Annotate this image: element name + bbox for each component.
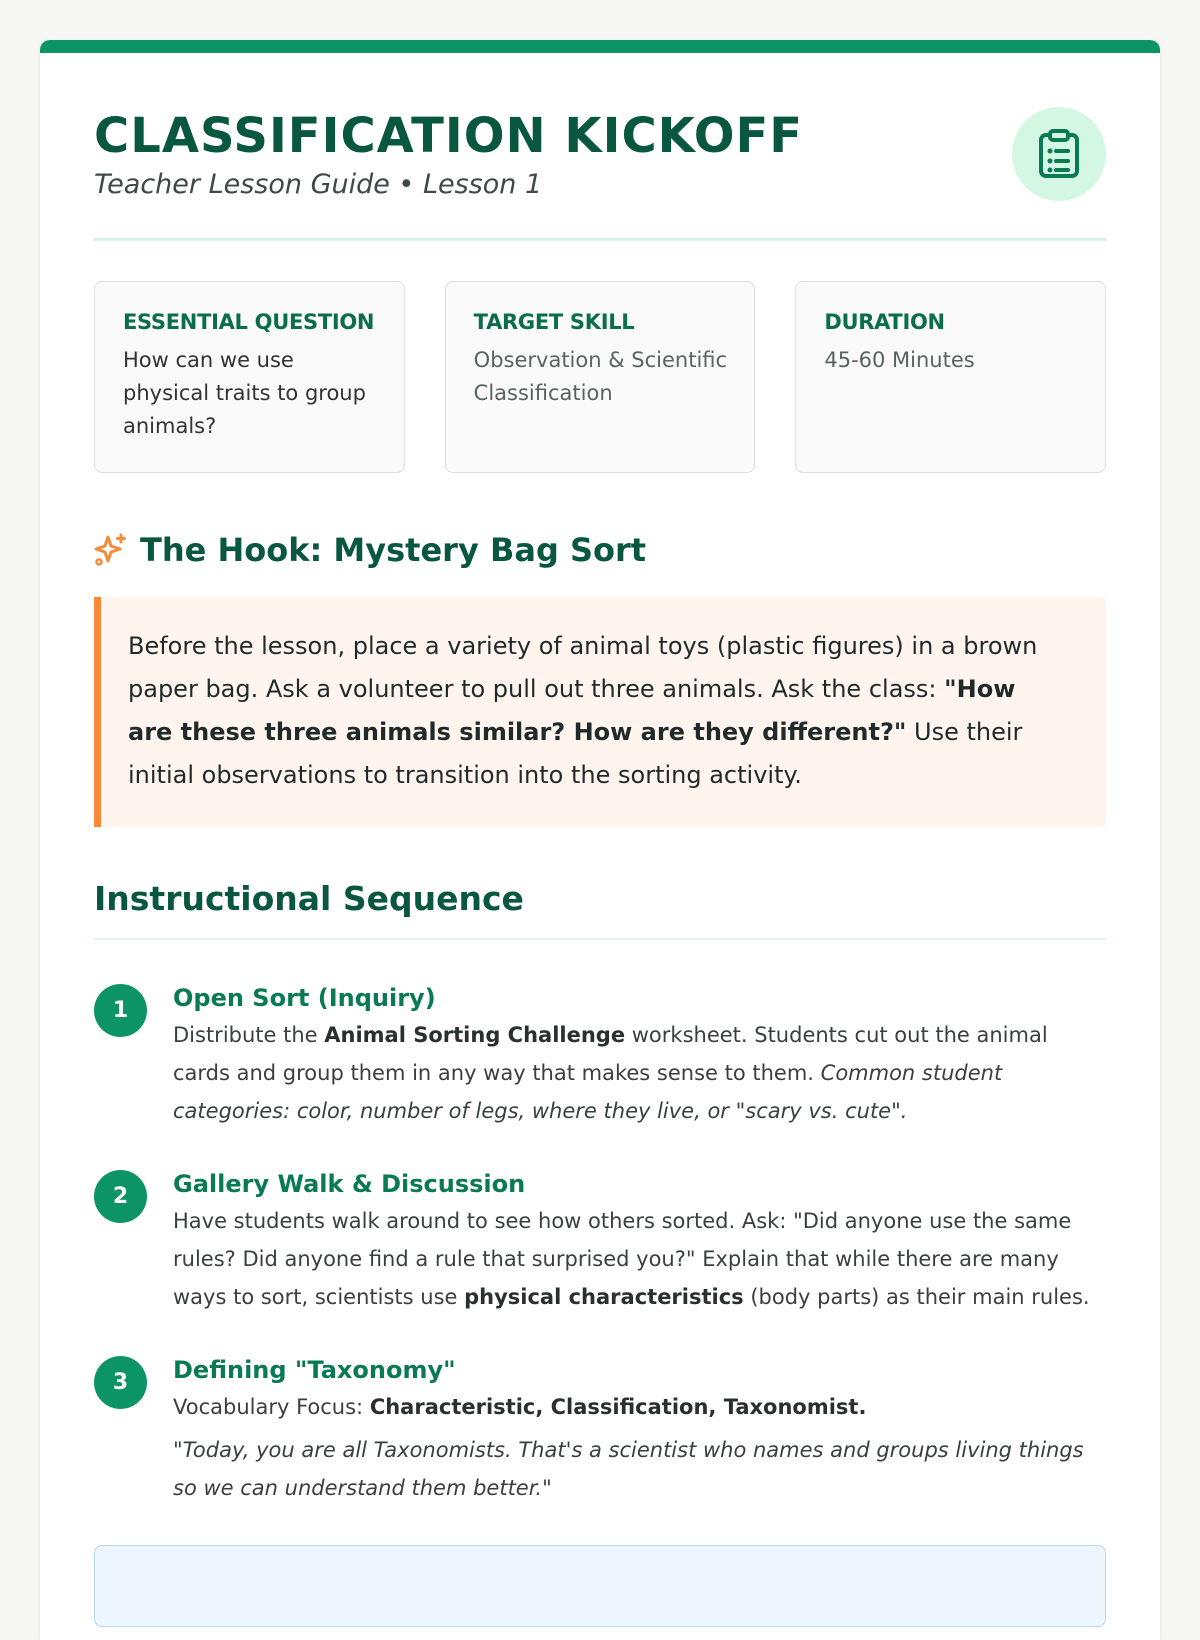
instruction-steps [94, 982, 1106, 1507]
step-heading: Gallery Walk & Discussion [173, 1170, 526, 1198]
target-skill-card [445, 281, 756, 473]
info-card-label: ESSENTIAL QUESTION [123, 310, 375, 334]
step-number: 3 [94, 1356, 147, 1409]
page-subtitle: Teacher Lesson Guide • Lesson 1 [94, 169, 543, 200]
step-number: 2 [94, 1170, 147, 1223]
step-text: Vocabulary Focus: [173, 1395, 370, 1419]
info-note-box [94, 1545, 1106, 1627]
step-text: Distribute the [173, 1023, 325, 1047]
clipboard-icon [1037, 129, 1081, 179]
hook-heading [94, 527, 1106, 573]
lesson-info-row [94, 281, 1106, 473]
clipboard-badge [1012, 107, 1106, 201]
step-description [173, 1388, 1106, 1426]
sequence-title: Instructional Sequence [94, 879, 1106, 940]
sparkle-icon [94, 533, 128, 567]
hook-text-before: Before the lesson, place a variety of animal toys (plastic figures) in a brown paper bag. Ask a volunteer to pull out three animals. Ask the class: [128, 632, 1038, 703]
step-number: 1 [94, 984, 147, 1037]
hook-title: The Hook: Mystery Bag Sort [140, 531, 647, 569]
top-accent-bar [40, 40, 1160, 53]
step-bold-text: Animal Sorting Challenge [324, 1023, 626, 1047]
step-heading: Defining "Taxonomy" [173, 1356, 456, 1384]
lesson-card [40, 40, 1160, 1640]
step-item [94, 1354, 1106, 1507]
step-text: worksheet. Students cut out the animal cards and group them in any way that makes sense to them. [173, 1023, 1048, 1085]
step-bold-text: physical characteristics [464, 1285, 744, 1309]
lesson-header [94, 53, 1106, 241]
info-card-value: 45-60 Minutes [824, 348, 975, 372]
hook-callout [94, 597, 1106, 827]
info-card-value: How can we use physical traits to group animals? [123, 348, 366, 438]
page-title: CLASSIFICATION KICKOFF [94, 108, 804, 164]
info-card-label: TARGET SKILL [473, 310, 635, 334]
step-heading: Open Sort (Inquiry) [173, 984, 436, 1012]
teacher-quote: "Today, you are all Taxonomists. That's a scientist who names and groups living things so we can understand them better." [173, 1438, 1084, 1500]
step-italic-text: Common student categories: color, number of legs, where they live, or "scary vs. cute". [173, 1061, 1003, 1123]
step-description [173, 1016, 1106, 1130]
step-description [173, 1202, 1106, 1316]
info-card-label: DURATION [824, 310, 945, 334]
step-text: Have students walk around to see how others sorted. Ask: "Did anyone use the same rules? Did anyone find a rule that surprised you?" Explain that while there are many ways to sort, scientists use [173, 1209, 1072, 1309]
hook-question: "How are these three animals similar? How are they different?" [128, 675, 1016, 746]
duration-card [795, 281, 1106, 473]
step-text: (body parts) as their main rules. [743, 1285, 1090, 1309]
step-item [94, 982, 1106, 1130]
step-item [94, 1168, 1106, 1316]
hook-text-after: Use their initial observations to transition into the sorting activity. [128, 718, 1023, 789]
info-card-value: Observation & Scientific Classification [473, 348, 728, 405]
essential-question-card [94, 281, 405, 473]
step-bold-text: Characteristic, Classification, Taxonomist. [369, 1395, 867, 1419]
